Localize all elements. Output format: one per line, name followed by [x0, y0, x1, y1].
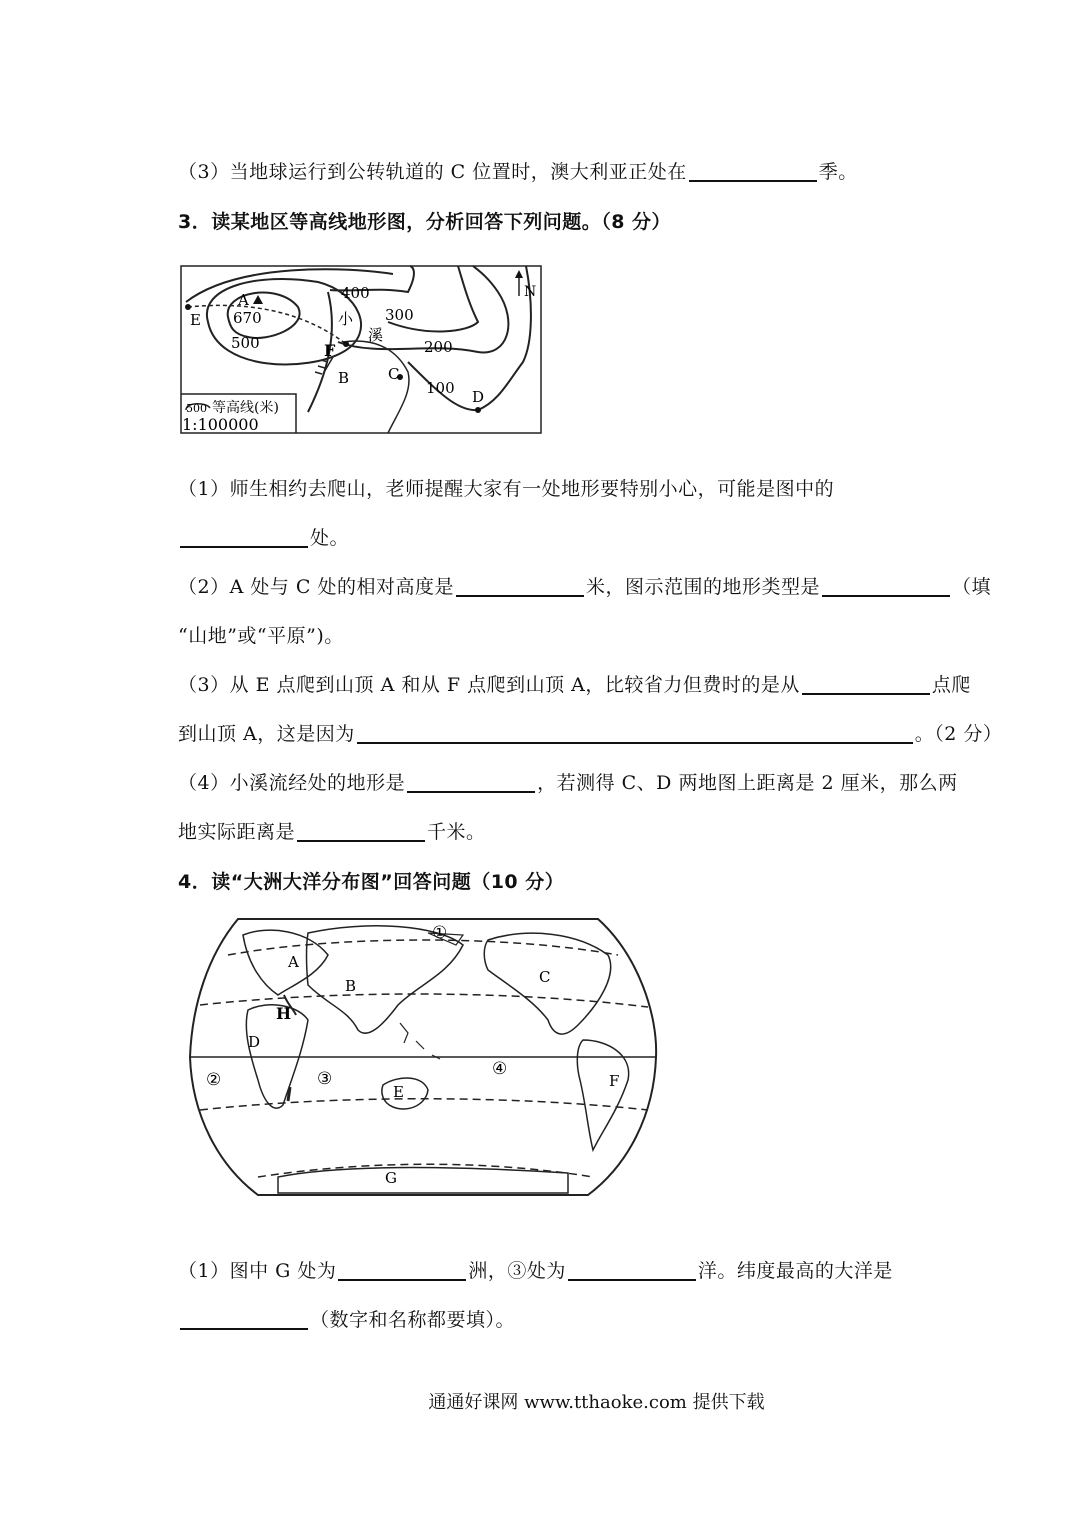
- map-label-E: E: [190, 311, 201, 329]
- answer-blank[interactable]: [456, 575, 584, 597]
- map-label-A: A: [288, 953, 299, 971]
- q4-part1-cont: [178, 1306, 515, 1334]
- map-label-A: A: [238, 291, 249, 309]
- q2-part3: [178, 158, 858, 186]
- q3-part4-text: （4）小溪流经处的地形是: [178, 772, 406, 794]
- q4-part1-tail: 洋。纬度最高的大洋是: [697, 1260, 893, 1282]
- map-label-ocean-2: ②: [206, 1070, 222, 1090]
- q3-part3-text: （3）从 E 点爬到山顶 A 和从 F 点爬到山顶 A，比较省力但费时的是从: [178, 674, 800, 696]
- answer-blank[interactable]: [802, 673, 930, 695]
- contour-map: [178, 262, 578, 437]
- answer-blank[interactable]: [338, 1259, 466, 1281]
- map-label-400: 400: [341, 284, 370, 302]
- map-label-stream-1: 小: [338, 310, 354, 328]
- map-label-north: N: [524, 284, 537, 300]
- legend-value: 500: [186, 402, 207, 415]
- answer-blank[interactable]: [180, 1308, 308, 1330]
- q3-part2-fill: （填: [951, 576, 991, 598]
- q4-part1-text: （1）图中 G 处为: [178, 1260, 337, 1282]
- q3-part2-text: （2）A 处与 C 处的相对高度是: [178, 576, 454, 598]
- q3-part1-text: （1）师生相约去爬山，老师提醒大家有一处地形要特别小心，可能是图中的: [178, 478, 835, 500]
- q3-part4-mid: ，若测得 C、D 两地图上距离是 2 厘米，那么两: [537, 772, 958, 794]
- answer-blank[interactable]: [689, 160, 817, 182]
- map-label-H: H: [276, 1004, 292, 1023]
- map-label-200: 200: [424, 338, 453, 356]
- answer-blank[interactable]: [180, 526, 308, 548]
- q3-part4-cont: [178, 818, 486, 846]
- answer-blank[interactable]: [568, 1259, 696, 1281]
- answer-blank[interactable]: [357, 722, 913, 744]
- world-map: [188, 915, 658, 1200]
- map-label-stream-2: 溪: [368, 326, 384, 344]
- q4-part1-mid: 洲，③处为: [468, 1260, 566, 1282]
- q3-part4-distance: 地实际距离是: [178, 821, 296, 843]
- q4-part1-note: （数字和名称都要填）。: [310, 1309, 516, 1331]
- q2-part3-suffix: 季。: [818, 161, 858, 183]
- q3-part1: [178, 475, 834, 503]
- legend-text: 等高线(米): [212, 400, 279, 416]
- map-label-E: E: [393, 1083, 404, 1101]
- q3-part3: [178, 671, 971, 699]
- map-label-B: B: [338, 369, 350, 387]
- q3-part3-cont: [178, 720, 1002, 748]
- map-scale: 1:100000: [182, 415, 259, 434]
- q3-part2-options: “山地”或“平原”)。: [178, 625, 344, 647]
- answer-blank[interactable]: [407, 771, 535, 793]
- answer-blank[interactable]: [822, 575, 950, 597]
- map-label-D: D: [472, 388, 485, 406]
- map-label-F: F: [324, 341, 336, 360]
- map-label-B: B: [345, 977, 357, 995]
- q3-part1-suffix: 处。: [310, 527, 350, 549]
- map-label-500: 500: [231, 334, 260, 352]
- q4-heading: 4．读“大洲大洋分布图”回答问题（10 分）: [178, 871, 565, 893]
- map-label-300: 300: [385, 306, 414, 324]
- q3-part4-unit: 千米。: [427, 821, 486, 843]
- q2-part3-text: （3）当地球运行到公转轨道的 C 位置时，澳大利亚正处在: [178, 161, 687, 183]
- map-label-ocean-3: ③: [317, 1069, 333, 1089]
- map-label-C: C: [539, 968, 551, 986]
- map-label-D: D: [248, 1033, 261, 1051]
- q3-part3-score: 。（2 分）: [914, 723, 1003, 745]
- answer-blank[interactable]: [297, 820, 425, 842]
- q3-part1-cont: [178, 524, 349, 552]
- map-label-F: F: [609, 1072, 620, 1090]
- q3-part3-reason: 到山顶 A，这是因为: [178, 723, 355, 745]
- footer: 通通好课网 www.tthaoke.com 提供下载: [428, 1392, 765, 1413]
- q3-part4: [178, 769, 958, 797]
- q4-part1: [178, 1257, 893, 1285]
- map-label-summit: 670: [233, 309, 262, 327]
- q3-heading: 3．读某地区等高线地形图，分析回答下列问题。（8 分）: [178, 211, 672, 233]
- q3-part2-cont: [178, 622, 344, 650]
- map-label-G: G: [385, 1169, 397, 1187]
- map-label-ocean-4: ④: [492, 1059, 508, 1079]
- q3-part3-mid: 点爬: [931, 674, 971, 696]
- map-label-ocean-1: ①: [432, 923, 448, 943]
- q3-part2-mid: 米，图示范围的地形类型是: [585, 576, 820, 598]
- map-label-C: C: [388, 365, 400, 383]
- map-label-100: 100: [426, 379, 455, 397]
- q3-part2: [178, 573, 991, 601]
